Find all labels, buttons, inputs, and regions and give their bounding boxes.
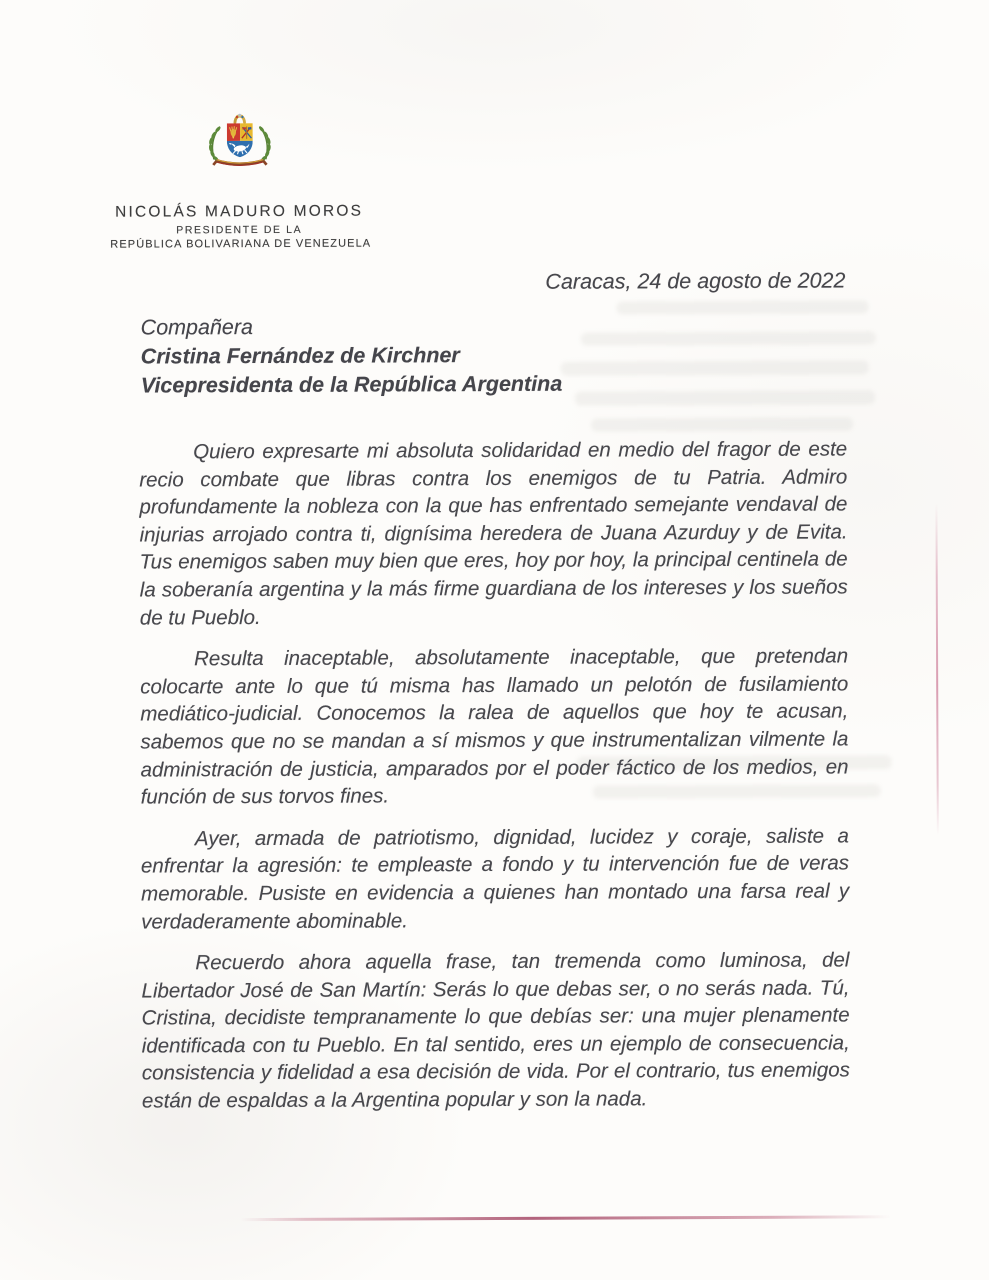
scan-artifact-vertical-pink-line xyxy=(935,503,938,835)
letter-paragraph: Quiero expresarte mi absoluta solidaridad en medio del fragor de este recio combate que libras contra los enemigos de tu Patria. Admiro profundamente la nobleza con la que has enfrentado semejante vendaval de injurias arrojado contra ti, dignísima heredera de Juana Azurduy y de Evita. Tus enemigos saben muy bien que eres, hoy por hoy, la principal centinela de la soberanía argentina y la más firme guardiana de los intereses y los sueños de tu Pueblo. xyxy=(139,437,848,630)
letterhead-title-line1: PRESIDENTE DE LA xyxy=(176,223,303,237)
recipient-block xyxy=(141,312,563,401)
recipient-title: Vicepresidenta de la República Argentina xyxy=(140,371,563,398)
bleed-through-artifact xyxy=(591,417,853,431)
bleed-through-artifact xyxy=(581,331,876,345)
bleed-through-artifact xyxy=(575,390,875,405)
bleed-through-artifact xyxy=(617,300,869,314)
recipient-salutation: Compañera xyxy=(140,315,254,340)
bleed-through-artifact xyxy=(561,360,869,375)
letter-paragraph: Recuerdo ahora aquella frase, tan tremenda como luminosa, del Libertador José de San Martín: Serás lo que debas ser, o no serás nada. Tú, Cristina, decidiste tempranamente lo que debías ser: una mujer plenamente identificada con tu Pueblo. En tal sentido, eres un ejemplo de consecuencia, consistencia y fidelidad a esa decisión de vida. Por el contrario, tus enemigos están de espaldas a la Argentina popular y son la nada. xyxy=(141,948,850,1113)
letterhead-name: NICOLÁS MADURO MOROS xyxy=(115,202,364,221)
letterhead-title-line2: REPÚBLICA BOLIVARIANA DE VENEZUELA xyxy=(110,237,372,251)
venezuela-coat-of-arms-icon xyxy=(199,105,281,193)
letter-body xyxy=(139,435,850,1129)
letter-paragraph: Ayer, armada de patriotismo, dignidad, lucidez y coraje, saliste a enfrentar la agresión: te empleaste a fondo y tu intervención fue de veras memorable. Pusiste en evidencia a quienes han montado una farsa real y verdaderamente abominable. xyxy=(140,824,850,934)
letter-paragraph: Resulta inaceptable, absolutamente inaceptable, que pretendan colocarte ante lo que tú misma has llamado un pelotón de fusilamiento mediático-judicial. Conocemos la ralea de aquellos que hoy te acusan, sabemos que no se mandan a sí mismos y que instrumentalizan vilmente la administración de justicia, amparados por el poder fáctico de los medios, en función de sus torvos fines. xyxy=(140,644,849,809)
date-line: Caracas, 24 de agosto de 2022 xyxy=(545,268,846,294)
recipient-name: Cristina Fernández de Kirchner xyxy=(140,343,460,369)
scan-artifact-horizontal-red-line xyxy=(241,1215,891,1221)
letterhead xyxy=(110,202,372,252)
